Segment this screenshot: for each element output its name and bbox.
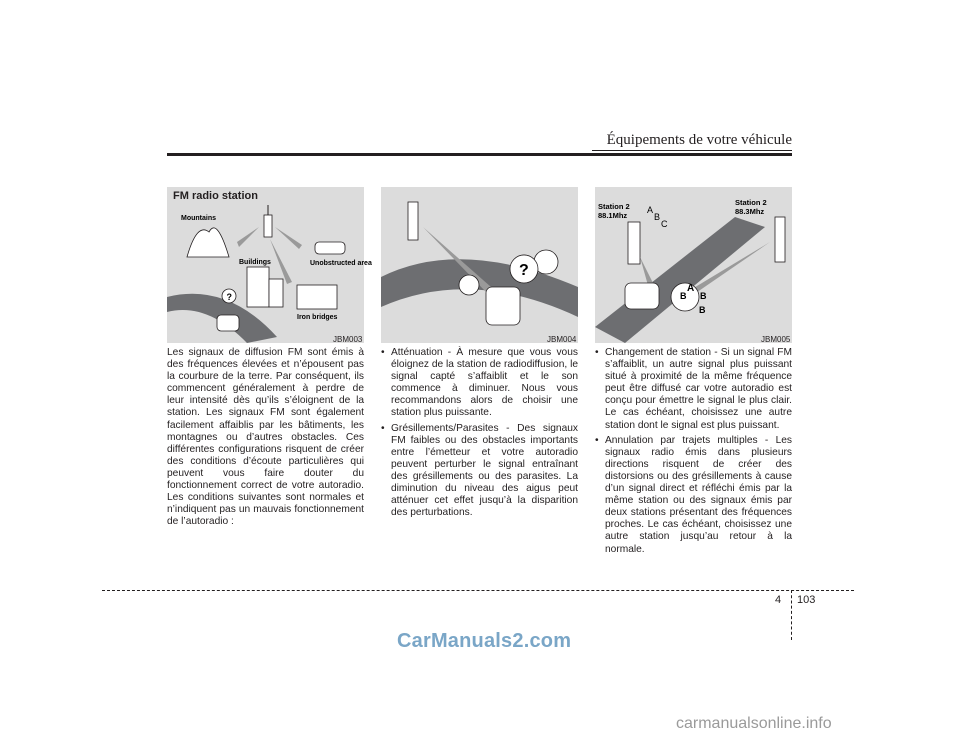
bullet-static: • Grésillements/Parasites - Des signaux FM faibles ou des obstacles importants entre l’émetteur et votre autoradio peuvent perturber le signal entraînant des grésillements ou des parasites. La diminution du niveau des aigus peut atténuer cet effet jusqu’à la disparition des perturbations. <box>381 423 578 520</box>
label-b: B <box>654 212 661 222</box>
road <box>595 217 765 343</box>
label-frequency-left: 88.1Mhz <box>598 211 628 220</box>
transmitter-tower <box>408 202 418 240</box>
column-1 <box>167 347 364 528</box>
intro-paragraph: Les signaux de diffusion FM sont émis à des fréquences élevées et n’épousent pas la courbure de la terre. Par conséquent, ils commencent généralement à perdre de leur intensité dès qu’ils s’éloignent de la station. Les signaux FM sont également facilement affaiblis par les bâtiments, les montagnes ou d’autres obstacles. Ces différentes configurations risquent de créer des conditions d’écoute particulières qui peuvent vous faire douter du fonctionnement correct de votre autoradio. Les conditions suivantes sont normales et n’indiquent pas un mauvais fonctionnement de l’autoradio : <box>167 347 364 528</box>
figure-title: FM radio station <box>173 190 258 202</box>
watermark-carmanuals2[interactable]: CarManuals2.com <box>397 630 572 652</box>
signal-arrow <box>270 239 292 284</box>
column-2 <box>381 347 578 522</box>
label-a-bubble: A <box>687 283 695 294</box>
label-a: A <box>647 205 654 215</box>
bullet-attenuation: • Atténuation - À mesure que vous vous éloignez de la station de radiodiffusion, le signal capté s’affaiblit et le son commence à diminuer. Nous vous recommandons alors de choisir une station plus puissante. <box>381 347 578 420</box>
mountain <box>187 228 229 257</box>
fm-radio-illustration <box>167 187 372 343</box>
signal-arrow <box>237 227 259 247</box>
car <box>486 287 520 325</box>
question-mark: ? <box>226 292 232 302</box>
label-buildings: Buildings <box>239 259 271 266</box>
tree <box>459 275 479 295</box>
label-b-bubble: B <box>680 291 687 301</box>
station-switching-illustration <box>595 187 792 343</box>
page-header-title: Équipements de votre véhicule <box>606 132 792 148</box>
figure-attenuation <box>381 187 578 343</box>
figure-code: JBM004 <box>547 335 577 344</box>
figure-station-switching <box>595 187 792 343</box>
header-rule-thin <box>592 150 792 151</box>
footer-divider <box>791 590 792 640</box>
car <box>625 283 659 309</box>
label-mountains: Mountains <box>181 215 216 222</box>
building <box>247 267 269 307</box>
label-station-left: Station 2 <box>598 202 630 211</box>
bullet-multipath: • Annulation par trajets multiples - Les signaux radio émis dans plusieurs directions risquent de créer des distorsions ou des grésillements à cause d’un signal direct et réfléchi émis par la même station ou des signaux émis par deux stations présentant des fréquences proches. Le cas échéant, choisissez une autre station jusqu’au retour à la normale. <box>595 435 792 556</box>
footer-rule <box>102 590 854 591</box>
label-station-right: Station 2 <box>735 198 767 207</box>
label-b-bubble: B <box>699 305 706 315</box>
distant-car <box>315 242 345 254</box>
question-mark: ? <box>519 262 529 279</box>
transmitter-tower <box>264 215 272 237</box>
signal-arrow <box>275 227 302 249</box>
label-c: C <box>661 219 668 229</box>
watermark-carmanualsonline[interactable]: carmanualsonline.info <box>676 715 832 732</box>
car <box>217 315 239 331</box>
bullet-station-swapping: • Changement de station - Si un signal FM s’affaiblit, un autre signal plus puissant situé à proximité de la même fréquence peut être diffusé car votre autoradio est conçu pour émettre le signal le plus clair. Le cas échéant, choisissez une autre station dont le signal est plus puissant. <box>595 347 792 432</box>
figure-code: JBM005 <box>761 335 791 344</box>
label-frequency-right: 88.3Mhz <box>735 207 765 216</box>
header-rule <box>167 153 792 156</box>
chapter-number: 4 <box>775 594 782 606</box>
label-unobstructed-area: Unobstructed area <box>310 260 372 267</box>
transmitter-tower-left <box>628 222 640 264</box>
transmitter-tower-right <box>775 217 785 262</box>
building <box>269 279 283 307</box>
iron-bridge <box>297 285 337 309</box>
figure-code: JBM003 <box>333 335 363 344</box>
label-iron-bridges: Iron bridges <box>297 314 338 321</box>
label-b-bubble: B <box>700 291 707 301</box>
page-number: 103 <box>797 594 816 606</box>
attenuation-illustration <box>381 187 578 343</box>
column-3 <box>595 347 792 559</box>
figure-fm-radio-station <box>167 187 372 343</box>
